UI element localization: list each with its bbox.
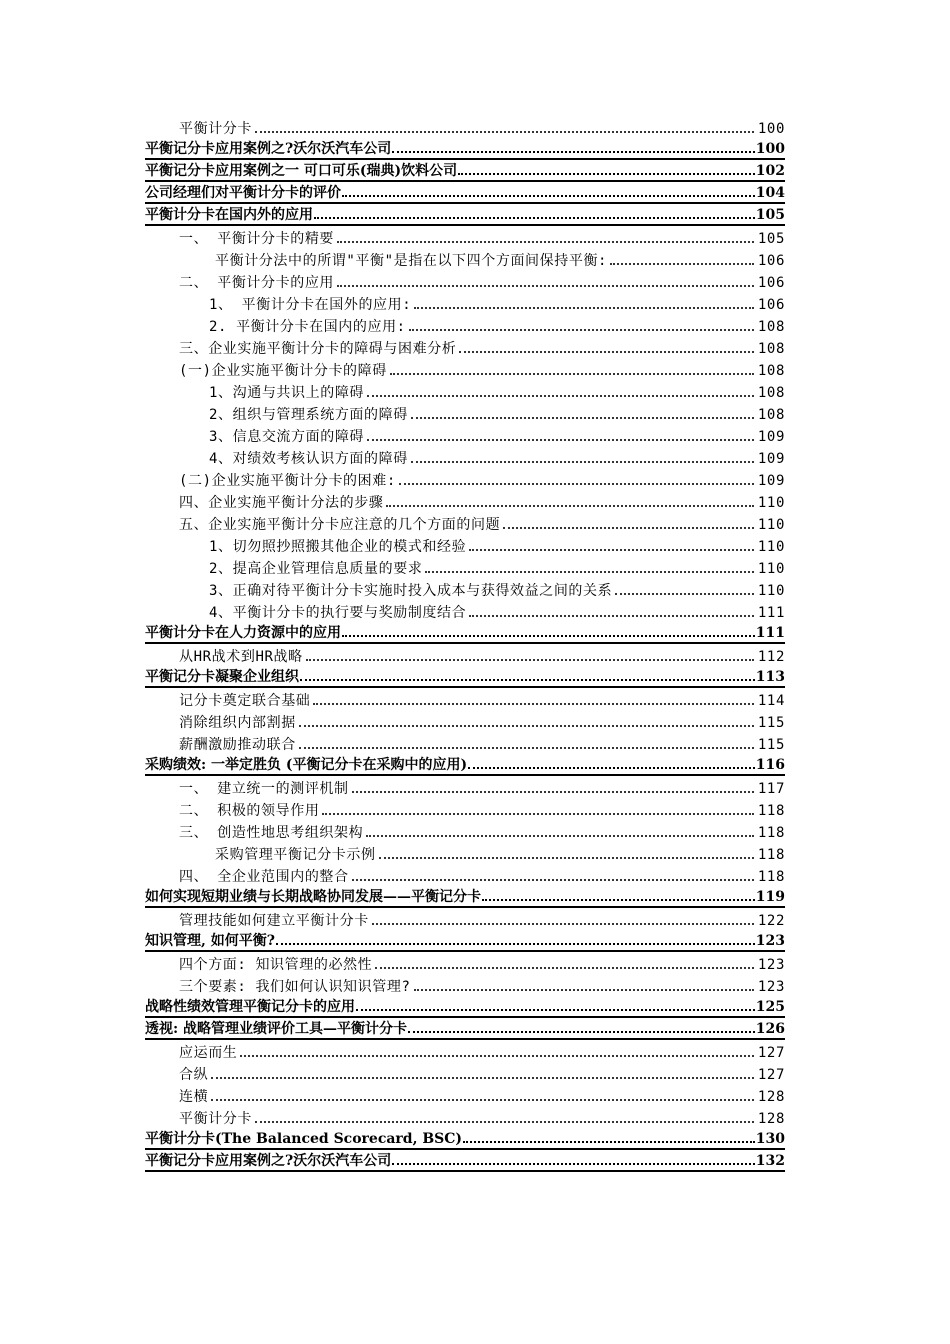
toc-page-number: 112 — [757, 649, 785, 665]
toc-entry-title: 平衡计分卡 — [179, 121, 252, 137]
toc-entry[interactable] — [145, 1062, 785, 1084]
toc-dot-leader — [276, 943, 755, 945]
toc-page-number: 118 — [757, 847, 785, 863]
toc-dot-leader — [300, 679, 755, 681]
toc-dot-leader — [240, 1055, 754, 1057]
toc-page-number: 110 — [757, 517, 785, 533]
toc-dot-leader — [411, 417, 754, 419]
toc-dot-leader — [386, 505, 754, 507]
toc-page-number: 106 — [757, 253, 785, 269]
toc-entry-title: 平衡计分卡在国内外的应用 — [145, 207, 313, 223]
toc-entry[interactable] — [145, 1106, 785, 1128]
toc-entry-title: 1、沟通与共识上的障碍 — [209, 385, 365, 401]
toc-entry-title: 记分卡奠定联合基础 — [179, 693, 311, 709]
toc-dot-leader — [367, 395, 754, 397]
toc-entry-title: 四个方面: 知识管理的必然性 — [179, 957, 373, 973]
toc-entry[interactable] — [145, 424, 785, 446]
toc-entry[interactable] — [145, 666, 785, 688]
toc-entry[interactable] — [145, 864, 785, 886]
toc-dot-leader — [468, 767, 755, 769]
toc-dot-leader — [459, 351, 754, 353]
toc-page-number: 130 — [755, 1131, 785, 1147]
toc-entry-title: 三、企业实施平衡计分卡的障碍与困难分析 — [179, 341, 457, 357]
toc-dot-leader — [313, 703, 754, 705]
toc-entry[interactable] — [145, 842, 785, 864]
toc-page-number: 119 — [755, 889, 785, 905]
toc-dot-leader — [352, 879, 754, 881]
toc-dot-leader — [615, 593, 754, 595]
toc-entry[interactable] — [145, 1040, 785, 1062]
toc-page-number: 111 — [757, 605, 785, 621]
toc-entry[interactable] — [145, 556, 785, 578]
toc-entry-title: 二、 平衡计分卡的应用 — [179, 275, 335, 291]
toc-entry[interactable] — [145, 380, 785, 402]
toc-page-number: 109 — [757, 451, 785, 467]
toc-entry-title: 合纵 — [179, 1067, 209, 1083]
toc-dot-leader — [503, 527, 754, 529]
toc-entry-title: (二)企业实施平衡计分卡的困难: — [179, 473, 396, 489]
toc-page-number: 108 — [757, 385, 785, 401]
toc-dot-leader — [399, 483, 754, 485]
toc-entry[interactable] — [145, 754, 785, 776]
toc-entry-title: 三、 创造性地思考组织架构 — [179, 825, 364, 841]
toc-dot-leader — [342, 195, 755, 197]
toc-page-number: 110 — [757, 561, 785, 577]
toc-entry[interactable] — [145, 886, 785, 908]
toc-dot-leader — [482, 899, 755, 901]
toc-entry-title: 平衡记分卡应用案例之一 可口可乐(瑞典)饮料公司 — [145, 163, 458, 179]
toc-entry[interactable] — [145, 600, 785, 622]
toc-dot-leader — [352, 791, 754, 793]
toc-entry-title: 战略性绩效管理平衡记分卡的应用 — [145, 999, 355, 1015]
toc-entry-title: 平衡计分卡 — [179, 1111, 252, 1127]
toc-page-number: 100 — [757, 121, 785, 137]
toc-page-number: 116 — [755, 757, 785, 773]
toc-dot-leader — [469, 549, 754, 551]
toc-entry-title: 平衡计分卡(The Balanced Scorecard, BSC) — [145, 1131, 463, 1147]
toc-entry-title: 消除组织内部割据 — [179, 715, 296, 731]
toc-entry-title: 薪酬激励推动联合 — [179, 737, 296, 753]
toc-page-number: 108 — [757, 319, 785, 335]
toc-dot-leader — [306, 659, 754, 661]
toc-dot-leader — [390, 373, 754, 375]
toc-entry[interactable] — [145, 336, 785, 358]
toc-dot-leader — [322, 813, 753, 815]
toc-dot-leader — [299, 725, 754, 727]
toc-page-number: 122 — [757, 913, 785, 929]
toc-dot-leader — [356, 1009, 755, 1011]
toc-entry[interactable] — [145, 182, 785, 204]
toc-page-number: 123 — [757, 979, 785, 995]
toc-entry-title: 连横 — [179, 1089, 209, 1105]
toc-page-number: 106 — [757, 275, 785, 291]
toc-entry[interactable] — [145, 490, 785, 512]
toc-entry[interactable] — [145, 820, 785, 842]
toc-entry[interactable] — [145, 644, 785, 666]
toc-page-number: 108 — [757, 363, 785, 379]
toc-entry[interactable] — [145, 270, 785, 292]
toc-entry-title: 公司经理们对平衡计分卡的评价 — [145, 185, 341, 201]
toc-dot-leader — [409, 329, 754, 331]
toc-page-number: 108 — [757, 341, 785, 357]
toc-page-number: 127 — [757, 1045, 785, 1061]
toc-page-number: 115 — [757, 715, 785, 731]
toc-page-number: 108 — [757, 407, 785, 423]
toc-entry[interactable] — [145, 1018, 785, 1040]
toc-page-number: 110 — [757, 495, 785, 511]
toc-entry-title: 4、平衡计分卡的执行要与奖励制度结合 — [209, 605, 467, 621]
toc-page-number: 110 — [757, 583, 785, 599]
toc-entry[interactable] — [145, 248, 785, 270]
toc-entry[interactable] — [145, 116, 785, 138]
toc-page-number: 113 — [755, 669, 785, 685]
toc-entry-title: 一、 建立统一的测评机制 — [179, 781, 349, 797]
toc-entry[interactable] — [145, 358, 785, 380]
toc-dot-leader — [411, 461, 754, 463]
toc-page-number: 128 — [757, 1089, 785, 1105]
toc-page-number: 109 — [757, 473, 785, 489]
toc-page-number: 118 — [757, 825, 785, 841]
toc-entry[interactable] — [145, 622, 785, 644]
toc-entry-title: 3、正确对待平衡计分卡实施时投入成本与获得效益之间的关系 — [209, 583, 613, 599]
toc-entry[interactable] — [145, 1128, 785, 1150]
toc-page-number: 117 — [757, 781, 785, 797]
toc-page-number: 109 — [757, 429, 785, 445]
toc-entry-title: 1、 平衡计分卡在国外的应用: — [209, 297, 412, 313]
toc-dot-leader — [414, 307, 754, 309]
toc-dot-leader — [392, 151, 755, 153]
toc-entry[interactable] — [145, 1150, 785, 1172]
toc-entry-title: 平衡计分卡在人力资源中的应用 — [145, 625, 341, 641]
toc-entry-title: 3、信息交流方面的障碍 — [209, 429, 365, 445]
toc-page-number: 132 — [755, 1153, 785, 1169]
toc-dot-leader — [211, 1077, 754, 1079]
toc-entry-title: 1、切勿照抄照搬其他企业的模式和经验 — [209, 539, 467, 555]
toc-dot-leader — [342, 635, 755, 637]
toc-entry[interactable] — [145, 578, 785, 600]
toc-entry-title: 透视: 战略管理业绩评价工具—平衡计分卡 — [145, 1021, 408, 1037]
toc-dot-leader — [408, 1031, 755, 1033]
toc-entry[interactable] — [145, 974, 785, 996]
toc-dot-leader — [463, 1141, 755, 1143]
toc-entry-title: 2、提高企业管理信息质量的要求 — [209, 561, 423, 577]
toc-page-number: 100 — [755, 141, 785, 157]
toc-dot-leader — [372, 923, 754, 925]
toc-entry-title: 从HR战术到HR战略 — [179, 649, 303, 665]
toc-page-number: 111 — [755, 625, 785, 641]
toc-entry[interactable] — [145, 204, 785, 226]
toc-entry-title: 一、 平衡计分卡的精要 — [179, 231, 335, 247]
toc-entry[interactable] — [145, 952, 785, 974]
toc-page-number: 125 — [755, 999, 785, 1015]
toc-dot-leader — [414, 989, 754, 991]
toc-entry[interactable] — [145, 446, 785, 468]
toc-page-number: 123 — [755, 933, 785, 949]
toc-entry-title: 平衡记分卡应用案例之?沃尔沃汽车公司 — [145, 141, 392, 157]
toc-dot-leader — [379, 857, 754, 859]
toc-entry-title: 2. 平衡计分卡在国内的应用: — [209, 319, 406, 335]
toc-page-number: 110 — [757, 539, 785, 555]
toc-entry[interactable] — [145, 1084, 785, 1106]
toc-dot-leader — [367, 439, 754, 441]
toc-entry-title: 应运而生 — [179, 1045, 238, 1061]
toc-page-number: 104 — [755, 185, 785, 201]
toc-dot-leader — [610, 263, 754, 265]
toc-entry-title: 采购绩效: 一举定胜负 (平衡记分卡在采购中的应用) — [145, 757, 468, 773]
toc-entry-title: 五、企业实施平衡计分卡应注意的几个方面的问题 — [179, 517, 501, 533]
toc-entry[interactable] — [145, 226, 785, 248]
toc-dot-leader — [299, 747, 754, 749]
toc-entry[interactable] — [145, 930, 785, 952]
toc-page-number: 105 — [755, 207, 785, 223]
toc-entry[interactable] — [145, 314, 785, 336]
toc-entry[interactable] — [145, 512, 785, 534]
toc-entry-title: 平衡记分卡应用案例之?沃尔沃汽车公司 — [145, 1153, 392, 1169]
toc-entry-title: 二、 积极的领导作用 — [179, 803, 320, 819]
toc-dot-leader — [392, 1163, 755, 1165]
toc-entry-title: 知识管理, 如何平衡? — [145, 933, 275, 949]
toc-entry-title: 2、组织与管理系统方面的障碍 — [209, 407, 408, 423]
toc-page-number: 118 — [757, 869, 785, 885]
toc-page-number: 128 — [757, 1111, 785, 1127]
toc-page-number: 105 — [757, 231, 785, 247]
toc-dot-leader — [314, 217, 755, 219]
toc-dot-leader — [337, 285, 754, 287]
toc-entry[interactable] — [145, 776, 785, 798]
toc-entry-title: 平衡计分法中的所谓"平衡"是指在以下四个方面间保持平衡: — [215, 253, 608, 269]
toc-entry[interactable] — [145, 468, 785, 490]
toc-entry[interactable] — [145, 996, 785, 1018]
toc-entry[interactable] — [145, 798, 785, 820]
toc-dot-leader — [458, 173, 755, 175]
toc-page-number: 123 — [757, 957, 785, 973]
toc-entry[interactable] — [145, 732, 785, 754]
toc-entry-title: 管理技能如何建立平衡计分卡 — [179, 913, 369, 929]
toc-page-number: 118 — [757, 803, 785, 819]
toc-page-number: 106 — [757, 297, 785, 313]
toc-entry-title: 四、 全企业范围内的整合 — [179, 869, 349, 885]
toc-dot-leader — [375, 967, 754, 969]
toc-dot-leader — [337, 241, 754, 243]
toc-entry-title: 平衡记分卡凝聚企业组织 — [145, 669, 299, 685]
toc-entry[interactable] — [145, 908, 785, 930]
toc-entry-title: 采购管理平衡记分卡示例 — [215, 847, 376, 863]
toc-entry[interactable] — [145, 292, 785, 314]
toc-page-number: 102 — [755, 163, 785, 179]
toc-entry-title: (一)企业实施平衡计分卡的障碍 — [179, 363, 387, 379]
toc-entry[interactable] — [145, 402, 785, 424]
toc-page-number: 127 — [757, 1067, 785, 1083]
toc-entry[interactable] — [145, 138, 785, 160]
toc-dot-leader — [366, 835, 754, 837]
toc-dot-leader — [255, 1121, 754, 1123]
toc-entry[interactable] — [145, 160, 785, 182]
toc-dot-leader — [211, 1099, 754, 1101]
toc-dot-leader — [469, 615, 754, 617]
toc-entry-title: 四、企业实施平衡计分法的步骤 — [179, 495, 384, 511]
toc-entry[interactable] — [145, 688, 785, 710]
toc-page-number: 115 — [757, 737, 785, 753]
toc-dot-leader — [255, 131, 754, 133]
table-of-contents — [145, 116, 785, 1172]
toc-dot-leader — [425, 571, 753, 573]
toc-page-number: 114 — [757, 693, 785, 709]
toc-entry-title: 4、对绩效考核认识方面的障碍 — [209, 451, 408, 467]
toc-entry[interactable] — [145, 534, 785, 556]
toc-entry-title: 三个要素: 我们如何认识知识管理? — [179, 979, 411, 995]
toc-entry-title: 如何实现短期业绩与长期战略协同发展——平衡记分卡 — [145, 889, 481, 905]
toc-page-number: 126 — [755, 1021, 785, 1037]
toc-entry[interactable] — [145, 710, 785, 732]
